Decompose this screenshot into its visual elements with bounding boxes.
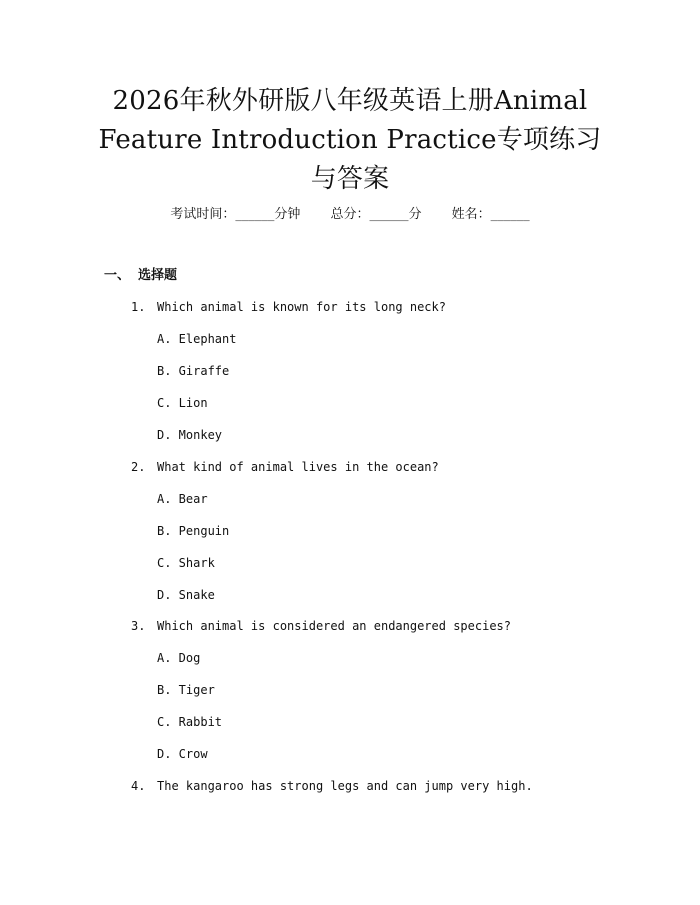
question-text: Which animal is considered an endangered species?: [157, 619, 512, 633]
title-line-2: Feature Introduction Practice专项练习: [98, 125, 602, 155]
student-name-field: 姓名：______: [451, 207, 530, 222]
total-score-field: 总分：______分: [330, 207, 422, 222]
option-d: D. Monkey: [157, 428, 223, 442]
option-a: A. Bear: [157, 492, 208, 506]
title-line-1: 2026年秋外研版八年级英语上册Animal: [112, 86, 588, 116]
question-number: 4.: [131, 779, 146, 793]
question-text: Which animal is known for its long neck?: [157, 300, 446, 314]
option-b: B. Giraffe: [157, 364, 230, 378]
option-a: A. Dog: [157, 651, 201, 665]
question-number: 1.: [131, 300, 146, 314]
exam-time-field: 考试时间：______分钟: [170, 207, 301, 222]
exam-info: [0, 205, 700, 225]
option-a: A. Elephant: [157, 332, 237, 346]
title-line-3: 与答案: [310, 164, 390, 194]
question-number: 2.: [131, 460, 146, 474]
section-title: 选择题: [138, 268, 178, 283]
option-c: C. Shark: [157, 556, 215, 570]
section-heading: [104, 266, 177, 286]
option-c: C. Lion: [157, 396, 208, 410]
option-c: C. Rabbit: [157, 715, 223, 729]
question-text: What kind of animal lives in the ocean?: [157, 460, 439, 474]
option-d: D. Crow: [157, 747, 208, 761]
document-title: [40, 82, 660, 199]
section-number: 一、: [104, 268, 131, 283]
option-d: D. Snake: [157, 588, 215, 602]
question-text: The kangaroo has strong legs and can jump very high.: [157, 779, 533, 793]
option-b: B. Penguin: [157, 524, 230, 538]
option-b: B. Tiger: [157, 683, 215, 697]
question-number: 3.: [131, 619, 146, 633]
